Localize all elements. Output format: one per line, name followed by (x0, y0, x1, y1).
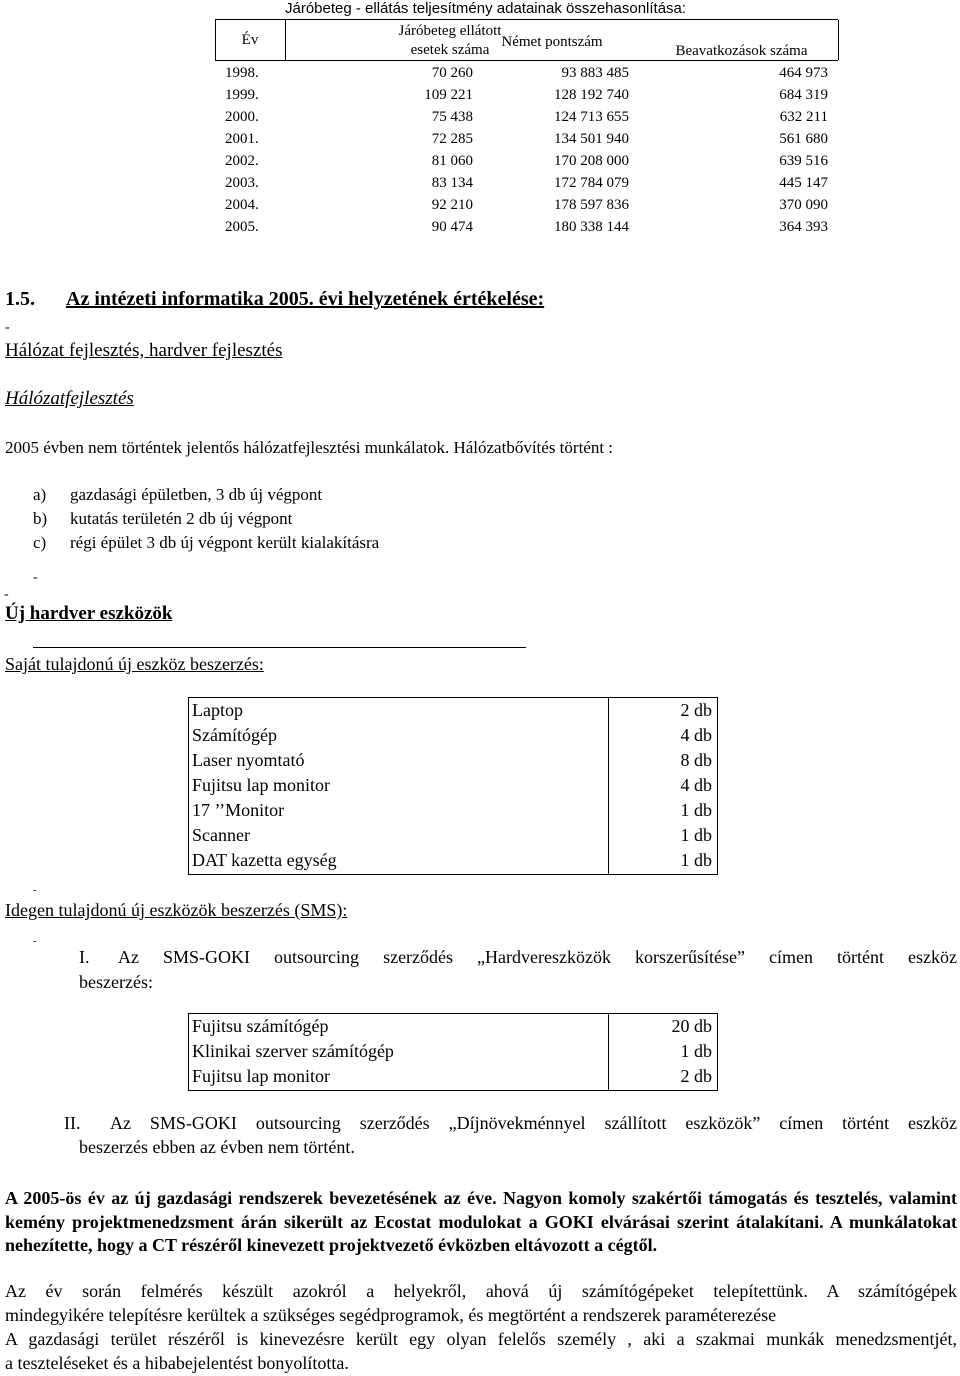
list-text: kutatás területén 2 db új végpont (70, 509, 293, 528)
cell-cases: 83 134 (431, 175, 473, 191)
subheading-network-hardware: Hálózat fejlesztés, hardver fejlesztés (5, 340, 283, 361)
table-row (189, 723, 717, 748)
stats-table (215, 0, 838, 240)
table-row (189, 748, 717, 773)
table-border (215, 60, 838, 61)
cell-year: 1999. (225, 87, 259, 103)
stats-table-title: Járóbeteg - ellátás teljesítmény adatainak összehasonlítása: (285, 0, 687, 17)
item-one-line2: beszerzés: (79, 972, 153, 992)
table-row (189, 1039, 717, 1064)
cell-cases: 90 474 (431, 219, 473, 235)
header-cases-line1: Járóbeteg ellátott (398, 23, 502, 39)
cell-interventions: 639 516 (779, 153, 828, 169)
equipment-name: Laptop (192, 700, 243, 720)
equipment-qty: 1 db (680, 1041, 712, 1061)
table-row (189, 773, 717, 798)
equipment-qty: 4 db (680, 775, 712, 795)
item-two-line2: beszerzés ebben az évben nem történt. (79, 1137, 355, 1157)
list-item (33, 507, 292, 531)
item-one-line1 (79, 945, 957, 970)
table-row (189, 1014, 717, 1039)
cell-cases: 81 060 (431, 153, 473, 169)
table-row (215, 150, 838, 172)
cell-cases: 92 210 (431, 197, 473, 213)
header-interventions: Beavatkozások száma (675, 43, 808, 59)
section-title: Az intézeti informatika 2005. évi helyzetének értékelése: (66, 288, 545, 310)
equipment-name: Scanner (192, 825, 250, 845)
cell-interventions: 364 393 (779, 219, 828, 235)
cell-interventions: 445 147 (779, 175, 828, 191)
table-row (189, 848, 717, 873)
cell-cases: 70 260 (431, 65, 473, 81)
table-row (189, 798, 717, 823)
equipment-name: DAT kazetta egység (192, 850, 337, 870)
equipment-qty: 1 db (680, 825, 712, 845)
equipment-qty: 8 db (680, 750, 712, 770)
list-label: b) (33, 509, 48, 528)
network-text: 2005 évben nem történtek jelentős hálózatfejlesztési munkálatok. Hálózatbővítés történt : (5, 438, 614, 457)
equipment-name: Klinikai szerver számítógép (192, 1041, 394, 1061)
paragraph2-line2: mindegyikére telepítésre kerültek a szükséges segédprogramok, és megtörtént a rendszerek paraméterezése (5, 1305, 777, 1325)
list-text: gazdasági épületben, 3 db új végpont (70, 485, 323, 504)
list-item (33, 531, 379, 555)
cell-year: 2004. (225, 197, 259, 213)
equipment-qty: 20 db (671, 1016, 712, 1036)
paragraph3-line1: A gazdasági terület részéről is kinevezésre került egy olyan felelős személy , aki a szakmai munkák menedzsmentjét, (5, 1329, 957, 1349)
section-number: 1.5. (5, 288, 35, 310)
bold-paragraph: A 2005-ös év az új gazdasági rendszerek bevezetésének az éve. Nagyon komoly szakértői támogatás és tesztelés, valamint kemény projektmenedzsment árán sikerült az Ecostat modulokat a GOKI elvárásai szerint átalakítani. A munkálatokat nehezítette, hogy a CT részéről kinevezett projektvezető évközben eltávozott a cégtől. (5, 1188, 957, 1255)
cell-points: 178 597 836 (554, 197, 629, 213)
header-year: Év (241, 32, 259, 48)
table-row (215, 84, 838, 106)
own-equipment-table (188, 697, 718, 875)
table-row (215, 194, 838, 216)
cell-interventions: 684 319 (779, 87, 828, 103)
equipment-qty: 4 db (680, 725, 712, 745)
cell-year: 1998. (225, 65, 259, 81)
item-two-text: Az SMS-GOKI outsourcing szerződés „Díjnövekménnyel szállított eszközök” címen történt eszköz (110, 1113, 957, 1133)
table-border (285, 20, 286, 60)
list-item (33, 483, 322, 507)
equipment-name: Fujitsu számítógép (192, 1016, 329, 1036)
equipment-name: Laser nyomtató (192, 750, 305, 770)
cell-year: 2001. (225, 131, 259, 147)
item-two-label: II. (64, 1113, 81, 1133)
equipment-name: 17 ’’Monitor (192, 800, 285, 820)
stray-dash: - (33, 570, 38, 585)
header-points: Német pontszám (501, 34, 603, 50)
item-one-label: I. (79, 947, 90, 967)
stray-dash: - (33, 936, 37, 947)
stray-dash: - (4, 587, 9, 602)
paragraph3-line2: a teszteléseket és a hibabejelentést bonyolította. (5, 1353, 349, 1373)
table-row (215, 216, 838, 238)
cell-points: 170 208 000 (554, 153, 629, 169)
table-row (189, 698, 717, 723)
item-one-text: Az SMS-GOKI outsourcing szerződés „Hardvereszközök korszerűsítése” címen történt eszköz (118, 947, 957, 967)
table-row (215, 172, 838, 194)
list-label: a) (33, 485, 47, 504)
cell-points: 93 883 485 (561, 65, 629, 81)
sms-equipment-table (188, 1013, 718, 1091)
list-label: c) (33, 533, 47, 552)
equipment-qty: 2 db (680, 1066, 712, 1086)
cell-points: 172 784 079 (554, 175, 629, 191)
cell-cases: 72 285 (431, 131, 473, 147)
stray-dash: - (33, 885, 37, 896)
cell-year: 2003. (225, 175, 259, 191)
cell-interventions: 370 090 (779, 197, 828, 213)
cell-interventions: 464 973 (779, 65, 828, 81)
own-purchase-label: Saját tulajdonú új eszköz beszerzés: (5, 654, 264, 674)
cell-year: 2002. (225, 153, 259, 169)
new-hardware-heading: Új hardver eszközök (5, 603, 173, 624)
section-heading (5, 288, 544, 311)
table-row (215, 62, 838, 84)
equipment-qty: 1 db (680, 800, 712, 820)
item-two-line1 (64, 1111, 957, 1135)
equipment-name: Számítógép (192, 725, 277, 745)
paragraph2-line1: Az év során felmérés készült azokról a helyekről, ahová új számítógépeket telepítettünk. A számítógépek (5, 1281, 957, 1301)
table-row (189, 1064, 717, 1089)
cell-points: 134 501 940 (554, 131, 629, 147)
equipment-name: Fujitsu lap monitor (192, 1066, 331, 1086)
table-row (215, 106, 838, 128)
cell-year: 2000. (225, 109, 259, 125)
equipment-qty: 1 db (680, 850, 712, 870)
cell-cases: 109 221 (424, 87, 473, 103)
table-row (215, 128, 838, 150)
cell-points: 180 338 144 (554, 219, 629, 235)
table-row (189, 823, 717, 848)
header-cases-line2: esetek száma (410, 42, 490, 58)
stray-dash: - (5, 320, 10, 335)
cell-cases: 75 438 (431, 109, 473, 125)
equipment-qty: 2 db (680, 700, 712, 720)
cell-interventions: 632 211 (779, 109, 828, 125)
equipment-name: Fujitsu lap monitor (192, 775, 331, 795)
cell-points: 128 192 740 (554, 87, 629, 103)
subheading-network: Hálózatfejlesztés (5, 388, 134, 409)
cell-interventions: 561 680 (779, 131, 828, 147)
cell-points: 124 713 655 (554, 109, 629, 125)
table-border (215, 19, 838, 20)
divider-line (33, 647, 526, 648)
cell-year: 2005. (225, 219, 259, 235)
list-text: régi épület 3 db új végpont került kialakításra (70, 533, 380, 552)
table-border (838, 20, 839, 60)
foreign-purchase-label: Idegen tulajdonú új eszközök beszerzés (SMS): (5, 900, 348, 920)
